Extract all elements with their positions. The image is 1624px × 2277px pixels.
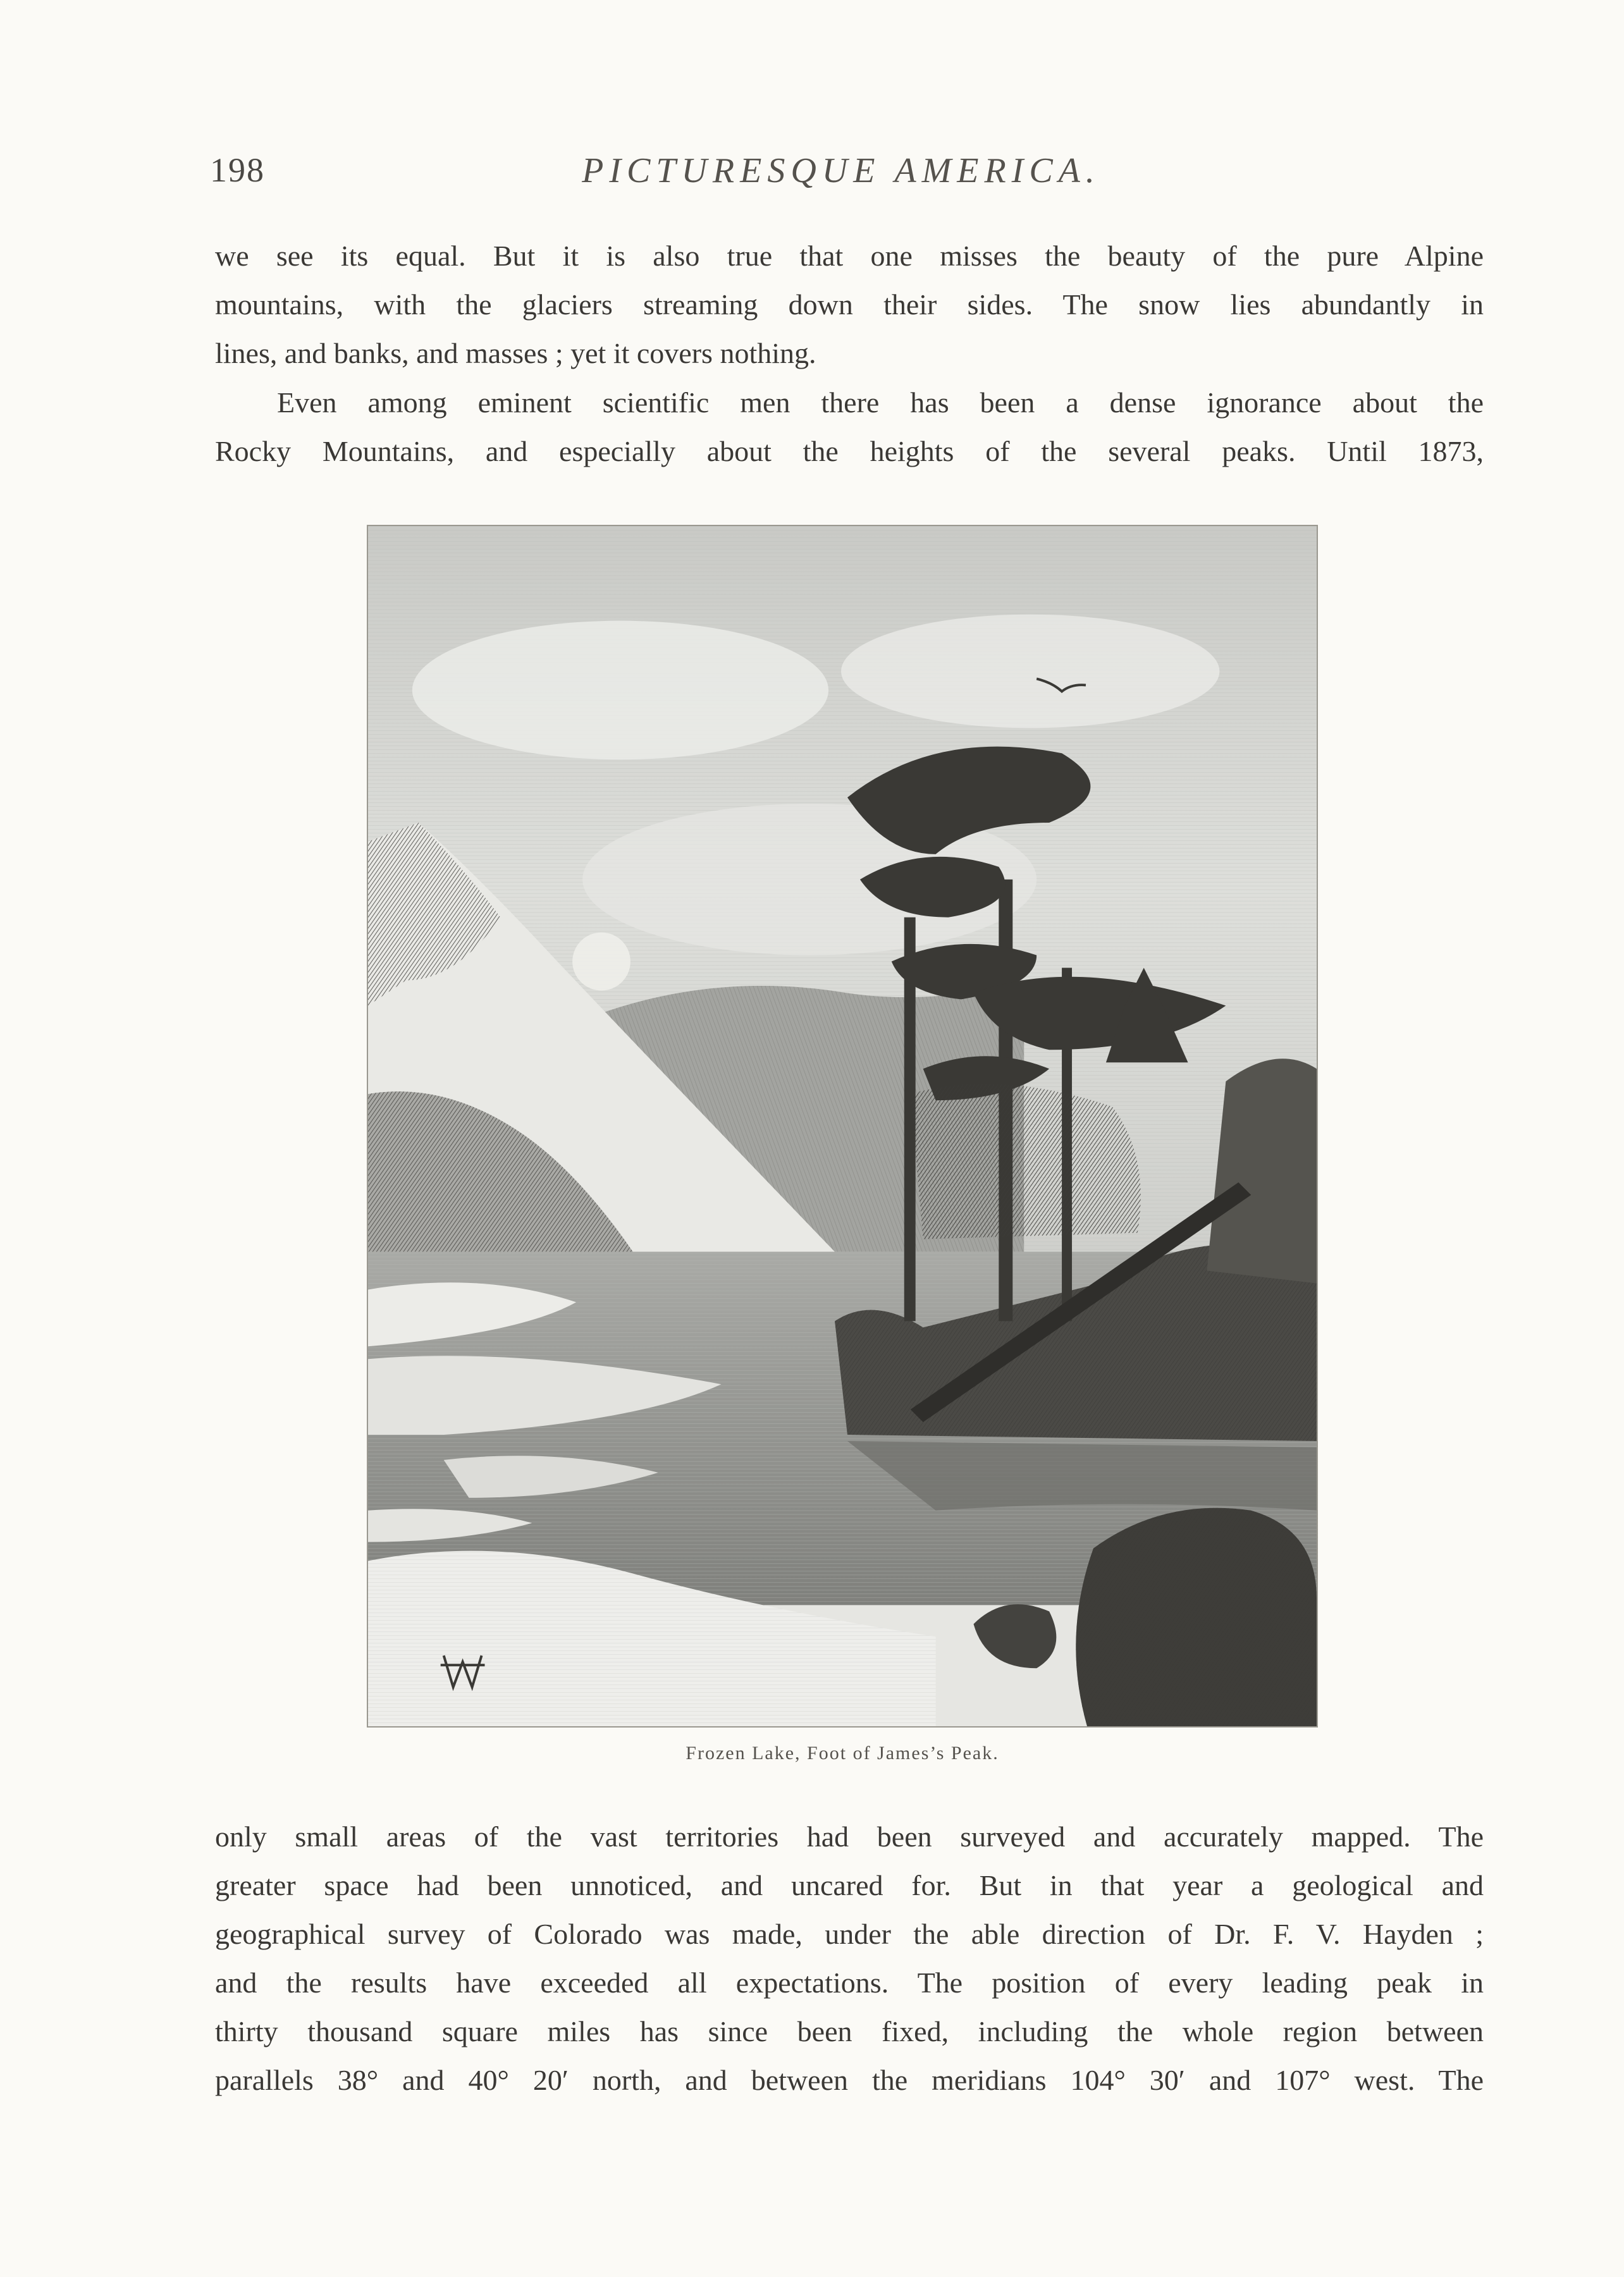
text-line: only small areas of the vast territories had been surveyed and accurately mapped. The xyxy=(215,1820,1484,1853)
text-line: thirty thousand square miles has since been fixed, including the whole region between xyxy=(215,2015,1484,2047)
figure-caption: Frozen Lake, Foot of James’s Peak. xyxy=(686,1743,999,1764)
page-header xyxy=(0,150,1624,201)
text-line: geographical survey of Colorado was made, under the able direction of Dr. F. V. Hayden ; xyxy=(215,1918,1484,1950)
text-line: greater space had been unnoticed, and uncared for. But in that year a geological and xyxy=(215,1869,1484,1901)
page-number: 198 xyxy=(210,151,265,189)
text-line: mountains, with the glaciers streaming down their sides. The snow lies abundantly in xyxy=(215,288,1484,321)
running-head: PICTURESQUE AMERICA. xyxy=(582,151,1100,190)
paragraph-3 xyxy=(215,1812,1484,2104)
paragraph-2 xyxy=(215,378,1484,476)
text-line: Rocky Mountains, and especially about the heights of the several peaks. Until 1873, xyxy=(215,435,1484,467)
text-line: and the results have exceeded all expectations. The position of every leading peak in xyxy=(215,1967,1484,1999)
engraving-picture xyxy=(368,526,1317,1726)
text-line: parallels 38° and 40° 20′ north, and between the meridians 104° 30′ and 107° west. The xyxy=(215,2064,1484,2096)
paragraph-1 xyxy=(215,231,1484,377)
text-line: lines, and banks, and masses ; yet it covers nothing. xyxy=(215,337,816,369)
engraving-illustration xyxy=(367,525,1318,1728)
text-line: Even among eminent scientific men there has been a dense ignorance about the xyxy=(277,386,1484,419)
text-line: we see its equal. But it is also true that one misses the beauty of the pure Alpine xyxy=(215,240,1484,272)
